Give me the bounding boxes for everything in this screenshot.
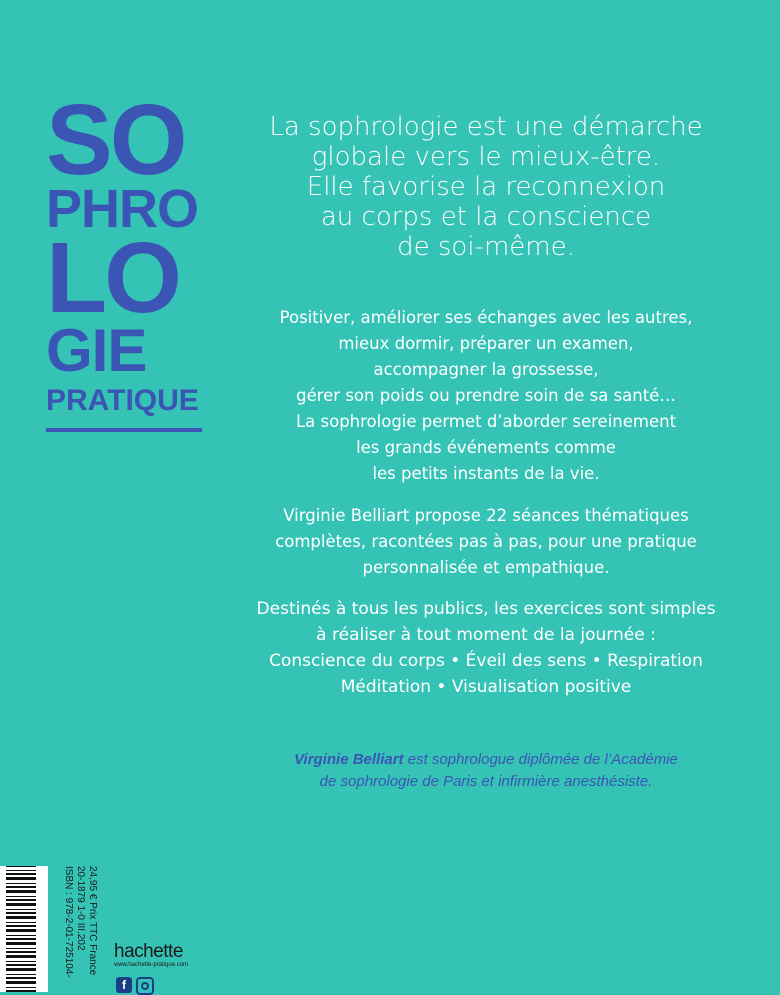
paragraph-line: personnalisée et empathique. [362,558,610,577]
logo-line-gie: GIE [46,317,147,384]
price-info-rotated [62,866,98,992]
logo-line-lo: LO [46,222,179,334]
lead-line: au corps et la conscience [320,202,652,232]
isbn-line: ISBN : 978-2-01-725104- [63,866,74,978]
publisher-url: www.hachette-pratique.com [114,962,189,968]
lead-text [236,112,736,262]
paragraph-line: Méditation • Visualisation positive [340,677,632,697]
paragraph-line: complètes, racontées pas à pas, pour une pratique [275,532,697,551]
author-name: Virginie Belliart [294,751,404,768]
publisher-name: hachette [114,941,183,962]
paragraph-line: Conscience du corps • Éveil des sens • Respiration [269,651,703,671]
social-icons [116,977,154,995]
barcode-bars [6,866,36,992]
paragraph-line: les petits instants de la vie. [372,464,600,483]
paragraph-line: Positiver, améliorer ses échanges avec les autres, [279,308,693,327]
paragraph-line: à réaliser à tout moment de la journée : [316,625,656,645]
paragraph-line: Virginie Belliart propose 22 séances thématiques [283,506,689,525]
reference-line: 20-1879 1-0 III.202 [75,866,86,951]
price-info [58,866,98,992]
logo-line-phro: PHRO [46,179,199,239]
description-paragraph-3 [236,596,736,700]
price-line: 24,95 € Prix TTC France [87,866,98,976]
bio-text: est sophrologue diplômée de l’Académie [403,751,678,768]
instagram-icon [136,977,154,995]
paragraph-line: les grands événements comme [356,438,616,457]
paragraph-line: mieux dormir, préparer un examen, [338,334,634,353]
bio-line-1 [236,749,736,771]
paragraph-line: La sophrologie permet d’aborder sereinement [295,412,677,431]
publisher-logo [114,941,188,968]
lead-line: globale vers le mieux-être. [311,142,661,172]
description-paragraph-2 [236,503,736,581]
barcode [0,866,48,992]
bio-line-2: de sophrologie de Paris et infirmière anesthésiste. [319,773,653,790]
lead-line: de soi-même. [397,232,575,262]
series-logo [46,84,206,432]
logo-line-pratique: PRATIQUE [46,384,199,417]
logo-underline [46,428,202,432]
lead-line: Elle favorise la reconnexion [306,172,666,202]
logo-line-so: SO [46,84,185,196]
facebook-icon: f [116,977,132,993]
author-bio [236,749,736,793]
paragraph-line: gérer son poids ou prendre soin de sa santé… [296,386,676,405]
paragraph-line: accompagner la grossesse, [373,360,599,379]
description-paragraph-1 [236,305,736,487]
lead-line: La sophrologie est une démarche [269,112,703,142]
paragraph-line: Destinés à tous les publics, les exercices sont simples [256,599,716,619]
